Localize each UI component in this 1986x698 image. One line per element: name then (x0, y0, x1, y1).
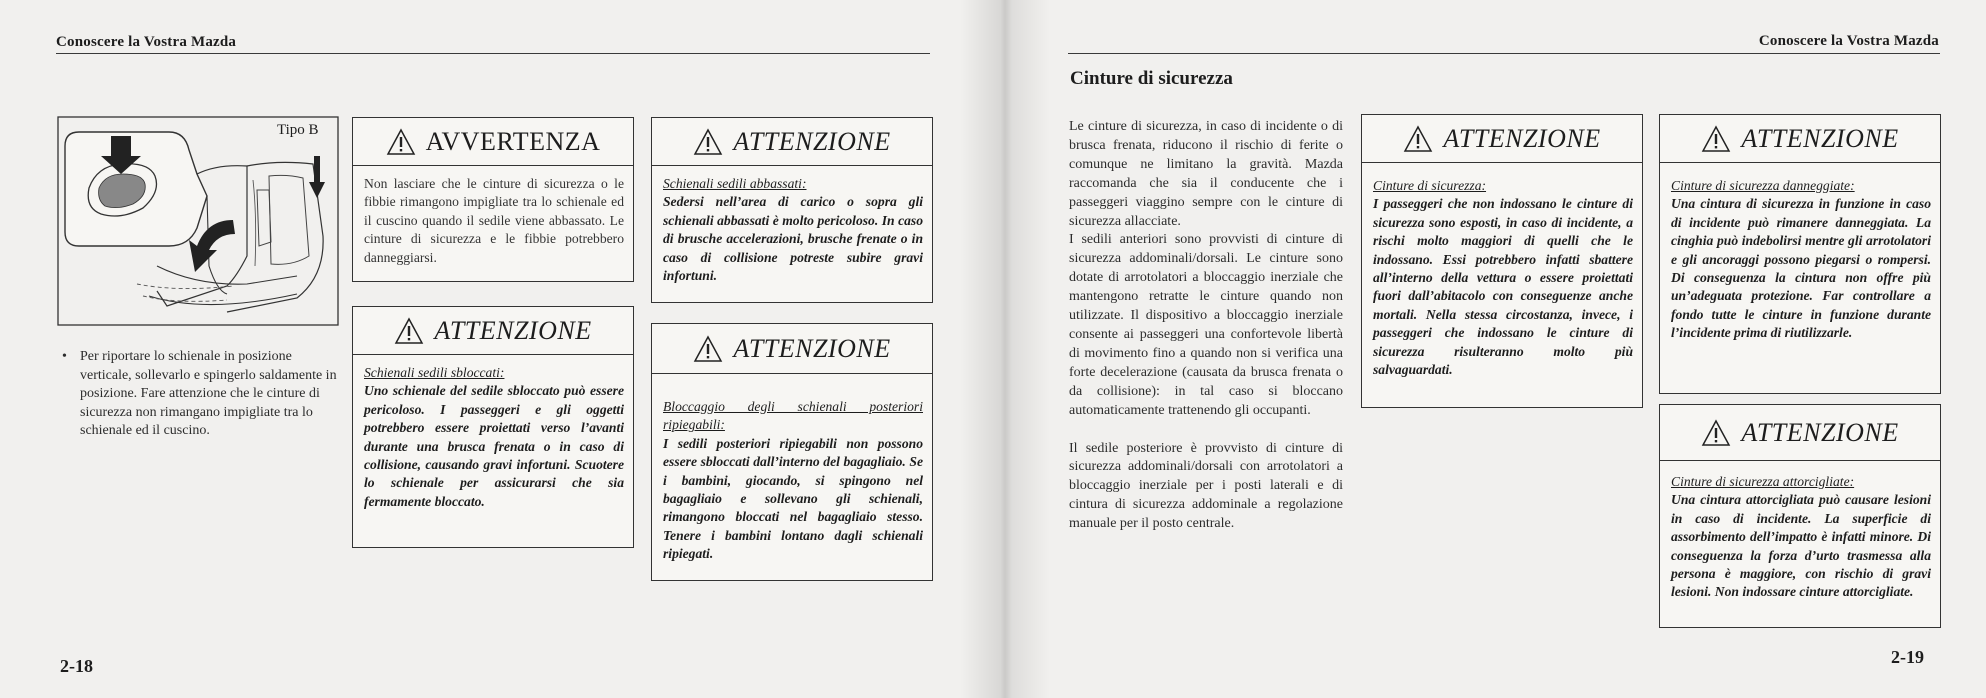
box-header (1660, 115, 1940, 163)
box-subtitle: Schienali sedili sbloccati: (364, 365, 505, 380)
box-header (652, 324, 932, 374)
warning-triangle-icon (693, 128, 723, 156)
right-header-rule (1068, 53, 1940, 54)
box-header (353, 307, 633, 355)
box-title: AVVERTENZA (425, 126, 601, 156)
box-subtitle: Bloccaggio degli schienali posteriori ripiegabili: (663, 399, 923, 433)
rear-seat-fold-figure (57, 116, 339, 326)
box-text: Una cintura attorcigliata può causare lesioni in caso di incidente. La superficie di assorbimento dell’impatto è infatti minore. Di conseguenza la forza d’urto trasmessa alla persona è maggiore, con rischio di gravi lesioni. Non indossare cinture attorcigliate. (1671, 492, 1931, 600)
box-title: ATTENZIONE (434, 315, 592, 345)
warning-triangle-icon (1701, 125, 1731, 153)
figure-label: Tipo B (277, 122, 319, 138)
spine-shadow (960, 0, 1050, 698)
box-text: Sedersi nell’area di carico o sopra gli schienali abbassati è molto pericoloso. In caso di brusche accelerazioni, brusche frenate o in caso di collisione potreste subire gravi infortuni. (663, 194, 923, 284)
section-title: Cinture di sicurezza (1070, 68, 1233, 89)
caution-box-cinture-danneggiate (1659, 114, 1941, 394)
body-text-column (1069, 118, 1343, 534)
left-header: Conoscere la Vostra Mazda (56, 34, 237, 50)
box-title: ATTENZIONE (1443, 123, 1601, 153)
warning-triangle-icon (1701, 419, 1731, 447)
caution-box-cinture (1361, 114, 1643, 408)
box-header (1660, 405, 1940, 461)
warning-box-avvertenza (352, 117, 634, 282)
caution-box-bloccaggio-schienali (651, 323, 933, 581)
left-header-rule (56, 53, 930, 54)
warning-triangle-icon (386, 128, 416, 156)
box-text: Uno schienale del sedile sbloccato può essere pericoloso. I passeggeri e gli oggetti potrebbero essere proiettati verso l’avanti durante una brusca frenata o in caso di collisione, causando gravi infortuni. Scuotere lo schienale per assicurarsi che sia fermamente bloccato. (364, 383, 624, 509)
box-text: I passeggeri che non indossano le cinture di sicurezza sono esposti, in caso di incidente, a rischi molto maggiori di quelli che le indossano. Essi potrebbero infatti sbattere all’interno della vettura o essere proiettati fuori dall’abitacolo con conseguenze anche mortali. Nella stessa circostanza, invece, i passeggeri che indossano le cinture di sicurezza risulteranno molto più salvaguardati. (1373, 196, 1633, 378)
box-text: Non lasciare che le cinture di sicurezza o le fibbie rimangono impigliate tra lo schienale ed il cuscino quando il sedile viene abbassato. Le cinture di sicurezza e le fibbie potrebbero danneggiarsi. (364, 176, 624, 265)
box-text: Una cintura di sicurezza in funzione in caso di incidente può rimanere danneggiata. La cinghia può indebolirsi mentre gli arrotolatori e gli ancoraggi possono piegarsi o rompersi. Di conseguenza la cintura non offre più un’adeguata protezione. Far controllare a fondo tutte le cinture in funzione durante l’incidente prima di riutilizzarle. (1671, 196, 1931, 341)
box-subtitle: Cinture di sicurezza attorcigliate: (1671, 474, 1855, 489)
list-item: • Per riportare lo schienale in posizione verticale, sollevarlo e spingerlo saldamente in posizione. Fare attenzione che le cinture di sicurezza non rimangano impigliate tra lo schienale ed il cuscino. (62, 348, 338, 441)
box-text: I sedili posteriori ripiegabili non possono essere sbloccati dall’interno del bagagliaio. Se i bambini, giocando, si spingono nel bagagliaio e sollevano gli schienali, rimangono bloccati nel bagagliaio stesso. Tenere i bambini lontano dagli schienali ripiegati. (663, 435, 923, 562)
box-subtitle: Cinture di sicurezza danneggiate: (1671, 178, 1855, 193)
left-page-number: 2-18 (60, 656, 93, 676)
body-paragraph: Le cinture di sicurezza, in caso di incidente o di brusca frenata, riducono il rischio di ferite o comunque ne limitano la gravità. Mazda raccomanda che sia il conducente che i passeggeri viaggino sempre con le cinture di sicurezza allacciate. (1069, 119, 1343, 229)
caution-box-cinture-attorcigliate (1659, 404, 1941, 628)
box-title: ATTENZIONE (733, 333, 891, 363)
caution-box-schienali-abbassati (651, 117, 933, 303)
box-header (652, 118, 932, 166)
box-subtitle: Cinture di sicurezza: (1373, 178, 1487, 193)
caution-box-schienali-sbloccati (352, 306, 634, 548)
right-page-number: 2-19 (1891, 647, 1924, 667)
left-bullet-list (62, 348, 338, 441)
box-title: ATTENZIONE (1741, 417, 1899, 447)
warning-triangle-icon (1403, 125, 1433, 153)
box-header (1362, 115, 1642, 163)
body-paragraph: I sedili anteriori sono provvisti di cinture di sicurezza addominali/dorsali. Le cinture sono dotate di arrotolatori a bloccaggio inerziale che mantengono retratte le cinture quando non utilizzate. Il dispositivo a bloccaggio inerziale consente ai passeggeri una confortevole libertà di movimento fino a quando non si verifica una forte decelerazione (causata da brusca frenata o da collisione): in tal caso si bloccano automaticamente trattenendo gli occupanti. (1069, 232, 1343, 418)
box-subtitle: Schienali sedili abbassati: (663, 176, 807, 191)
warning-triangle-icon (693, 335, 723, 363)
body-paragraph: Il sedile posteriore è provvisto di cinture di sicurezza addominali/dorsali con arrotolatori a bloccaggio inerziale per i posti laterali e di cintura di sicurezza addominale a regolazione manuale per il posto centrale. (1069, 440, 1343, 532)
right-header: Conoscere la Vostra Mazda (1758, 33, 1939, 49)
box-header (353, 118, 633, 166)
warning-triangle-icon (394, 317, 424, 345)
box-title: ATTENZIONE (733, 126, 891, 156)
box-title: ATTENZIONE (1741, 123, 1899, 153)
